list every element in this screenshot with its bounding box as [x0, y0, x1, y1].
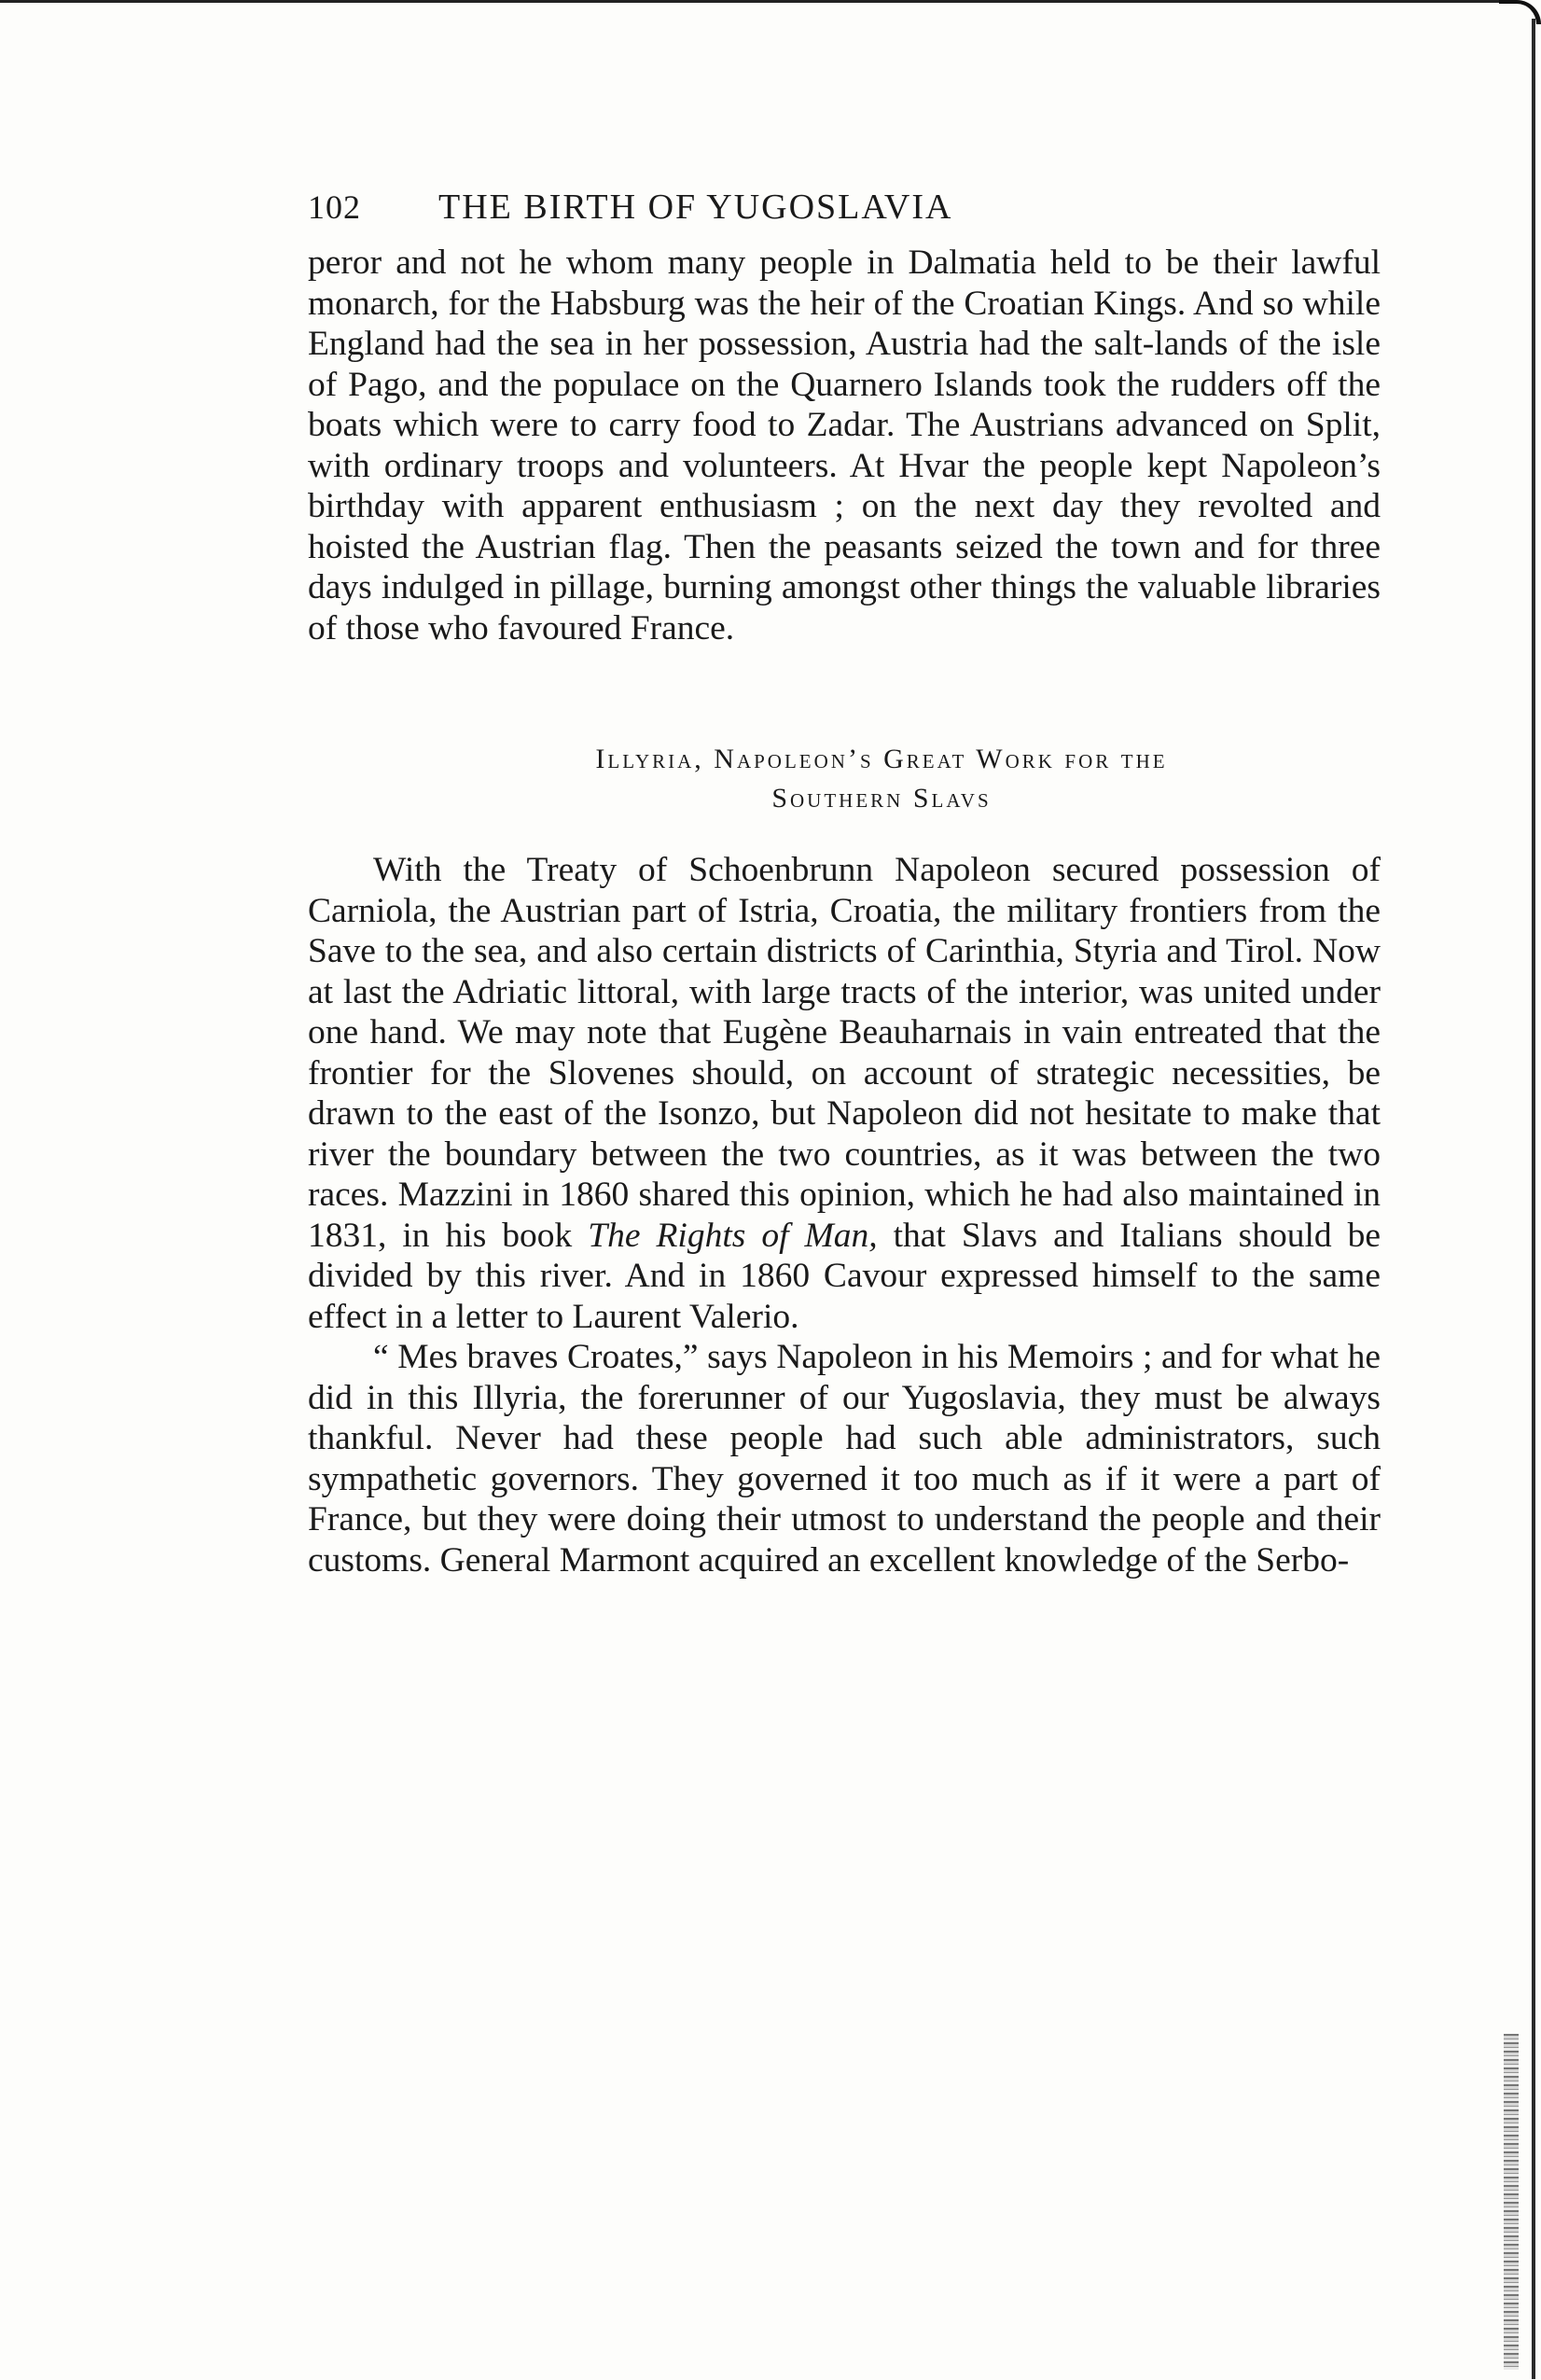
- scan-top-edge: [0, 0, 1511, 3]
- running-head-title: THE BIRTH OF YUGOSLAVIA: [438, 188, 953, 227]
- paragraph-2: [308, 850, 1381, 1337]
- paragraph-2-text-b: that Slavs and Italians should be divided by this river. And in 1860 Cavour expressed himself to the same effect in a letter to Laurent Valerio.: [308, 1216, 1381, 1336]
- page-number: 102: [308, 188, 361, 226]
- scan-right-edge: [1532, 19, 1535, 2379]
- book-page: [308, 187, 1381, 1580]
- section-heading-line-2: Southern Slavs: [771, 783, 992, 814]
- book-title: The Rights of Man,: [588, 1216, 878, 1255]
- paragraph-2-text-a: With the Treaty of Schoenbrunn Napoleon secured possession of Carniola, the Austrian part of Istria, Croatia, the military frontiers from the Save to the sea, and also certain districts of Carinthia, Styria and Tirol. Now at last the Adriatic littoral, with large tracts of the interior, was united under one hand. We may note that Eugène Beauharnais in vain entreated that the frontier for the Slovenes should, on account of strategic necessities, be drawn to the east of the Isonzo, but Napoleon did not hesitate to make that river the boundary between the two countries, as it was between the two races. Mazzini in 1860 shared this opinion, which he had also maintained in 1831, in his book: [308, 851, 1381, 1255]
- body-text: [308, 243, 1381, 1580]
- paragraph-1: peror and not he whom many people in Dalmatia held to be their lawful monarch, for the Habsburg was the heir of the Croatian Kings. And so while England had the sea in her possession, Austria had the salt-lands of the isle of Pago, and the populace on the Quarnero Islands took the rudders off the boats which were to carry food to Zadar. The Austrians advanced on Split, with ordinary troops and volunteers. At Hvar the people kept Napoleon’s birthday with apparent enthusiasm ; on the next day they revolted and hoisted the Austrian flag. Then the peasants seized the town and for three days indulged in pillage, burning amongst other things the valuable libraries of those who favoured France.: [308, 244, 1381, 647]
- section-heading-line-1: Illyria, Napoleon’s Great Work for the: [595, 744, 1168, 774]
- section-heading: [308, 740, 1381, 818]
- running-head: [308, 187, 1381, 237]
- paragraph-3: “ Mes braves Croates,” says Napoleon in his Memoirs ; and for what he did in this Illyria, the forerunner of our Yugoslavia, they must be always thankful. Never had these people had such able administrators, such sympathetic governors. They governed it too much as if it were a part of France, but they were doing their utmost to understand the people and their customs. General Marmont acquired an excellent knowledge of the Serbo-: [308, 1338, 1381, 1580]
- scan-binding-noise: [1504, 2034, 1519, 2370]
